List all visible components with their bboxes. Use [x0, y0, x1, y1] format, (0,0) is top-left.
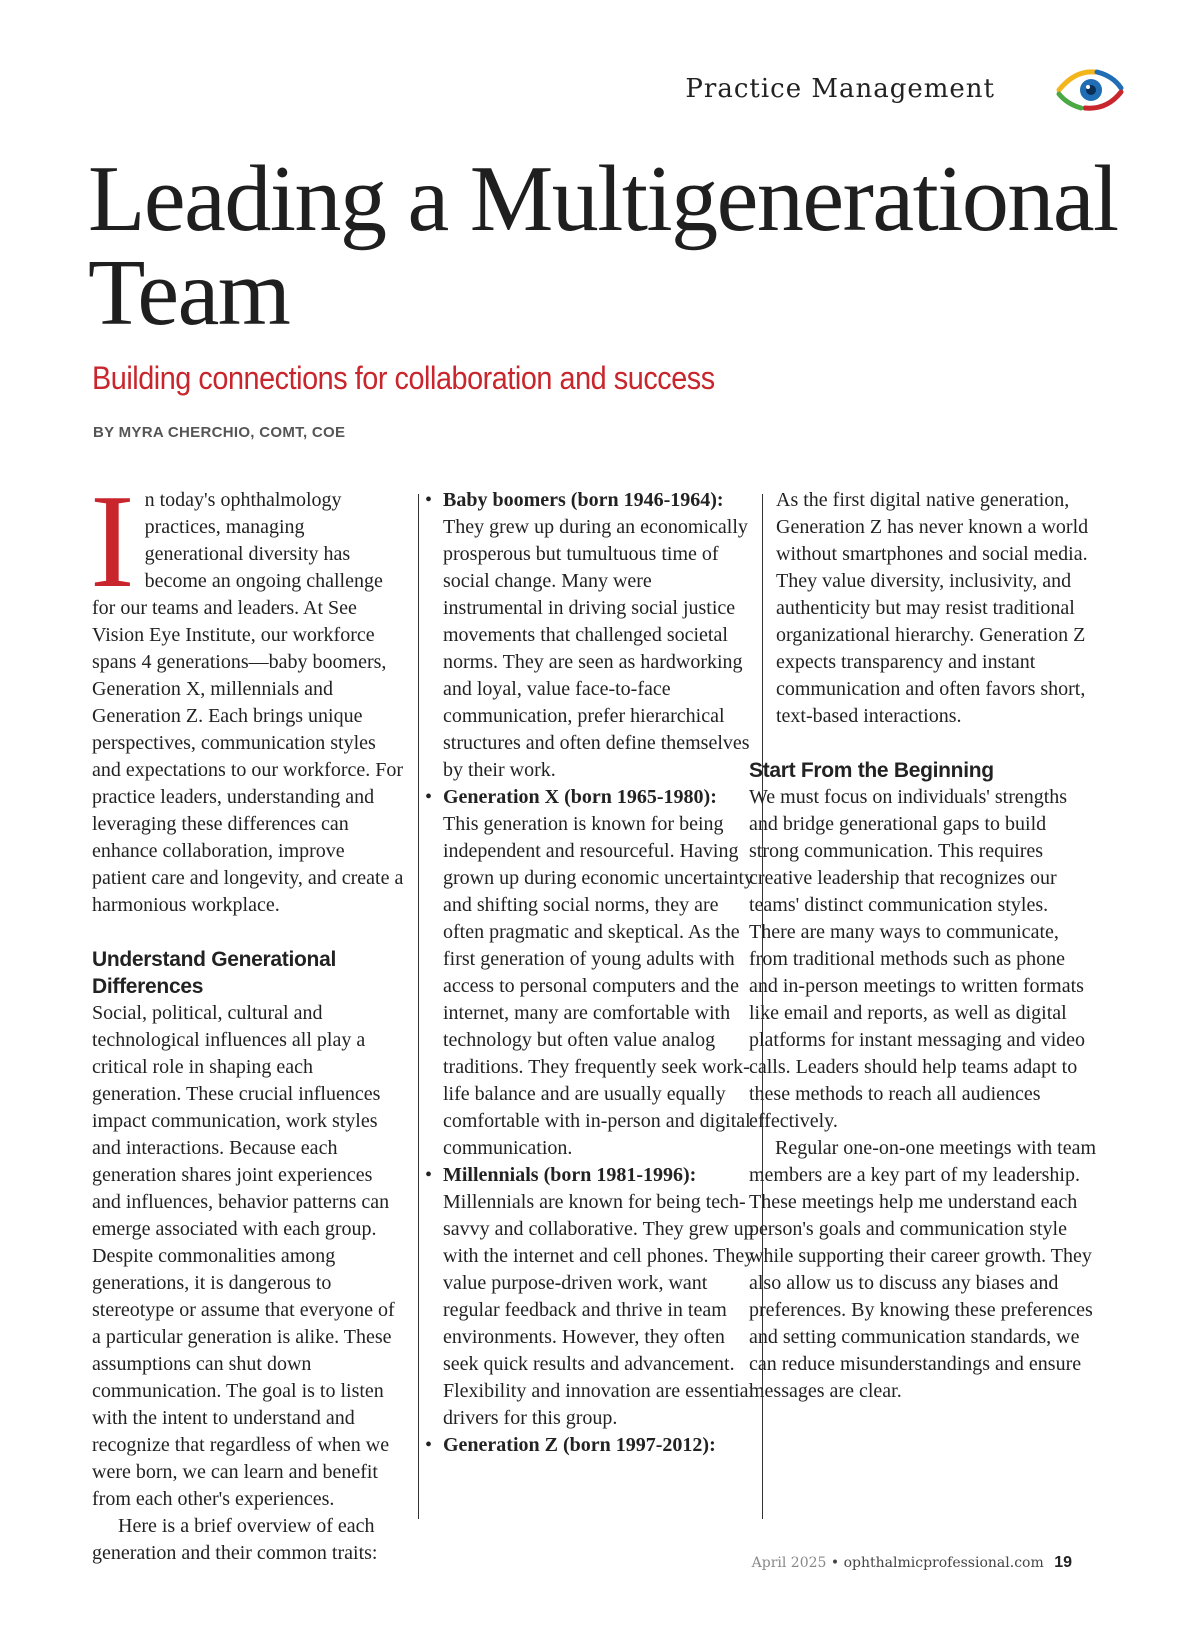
footer-separator: • [830, 1555, 840, 1571]
generation-list [443, 487, 755, 1459]
list-item [443, 1162, 755, 1432]
section-heading: Start From the Beginning [749, 759, 994, 782]
paragraph: Regular one-on-one meetings with team members are a key part of my leadership. These meetings help me understand each person's goals and communication style while supporting their career growth. They also allow us to discuss any biases and preferences. By knowing these preferences and setting communication standards, we can reduce misunderstandings and ensure messages are clear. [749, 1137, 1097, 1402]
issue-date: April 2025 [751, 1555, 827, 1571]
article-title: Leading a Multigenerational Team [88, 147, 1118, 345]
paragraph: We must focus on individuals' strengths and bridge generational gaps to build strong communication. This requires creative leadership that recognizes our teams' distinct communication styles. There are many ways to communicate, from traditional methods such as phone and in-person meetings to written formats like email and reports, as well as digital platforms for instant messaging and video calls. Leaders should help teams adapt to these methods to reach all audiences effectively. [749, 786, 1086, 1132]
list-item [443, 1432, 755, 1459]
intro-paragraph [90, 467, 404, 919]
byline: BY MYRA CHERCHIO, COMT, COE [93, 424, 346, 441]
page-footer [752, 1554, 1072, 1572]
list-item-label: Baby boomers (born 1946-1964): [443, 489, 724, 511]
intro-text: n today's ophthalmology practices, managing generational diversity has become an ongoing challenge for our teams and leaders. At See Vision Eye Institute, our workforce spans 4 generations—baby boomers, Generation X, millennials and Generation Z. Each brings unique perspectives, communication styles and expectations to our workforce. For practice leaders, understanding and leveraging these differences can enhance collaboration, improve patient care and longevity, and create a harmonious workplace. [92, 489, 404, 916]
drop-cap: I [90, 467, 135, 615]
article-subtitle: Building connections for collaboration and success [92, 360, 715, 396]
paragraph: Social, political, cultural and technological influences all play a critical role in shaping each generation. These crucial influences impact communication, work styles and interactions. Because each generation shares joint experiences and influences, behavior patterns can emerge associated with each group. Despite commonalities among generations, it is dangerous to stereotype or assume that everyone of a particular generation is alike. These assumptions can shut down communication. The goal is to listen with the intent to understand and recognize that regardless of when we were born, we can learn and benefit from each other's experiences. [92, 1002, 395, 1510]
list-item-text: This generation is known for being independent and resourceful. Having grown up during economic uncertainty and shifting social norms, they are often pragmatic and skeptical. As the first generation of young adults with access to personal computers and the internet, many are comfortable with technology but often value analog traditions. They frequently seek work-life balance and are usually equally comfortable with in-person and digital communication. [443, 813, 755, 1159]
list-item-text: Millennials are known for being tech-savvy and collaborative. They grew up with the internet and cell phones. They value purpose-driven work, want regular feedback and thrive in team environments. However, they often seek quick results and advancement. Flexibility and innovation are essential drivers for this group. [443, 1191, 755, 1429]
list-item-label: Generation X (born 1965-1980): [443, 786, 717, 808]
list-item-text: They grew up during an economically prosperous but tumultuous time of social change. Many were instrumental in driving social justice movements that challenged societal norms. They are seen as hardworking and loyal, value face-to-face communication, prefer hierarchical structures and often define themselves by their work. [443, 516, 750, 781]
page-number: 19 [1054, 1554, 1072, 1571]
column-1 [90, 467, 404, 1567]
eye-logo-icon [1055, 66, 1125, 114]
list-item [443, 784, 755, 1162]
column-2 [443, 487, 755, 1459]
section-heading: Understand Generational Differences [92, 948, 336, 998]
list-item-label: Millennials (born 1981-1996): [443, 1164, 697, 1186]
column-3 [749, 487, 1097, 1405]
column-divider [418, 494, 419, 1519]
section-label: Practice Management [685, 74, 995, 104]
list-item [443, 487, 755, 784]
paragraph: Here is a brief overview of each generation and their common traits: [92, 1515, 378, 1564]
site-url: ophthalmicprofessional.com [843, 1555, 1044, 1571]
list-item-label: Generation Z (born 1997-2012): [443, 1434, 716, 1456]
paragraph: As the first digital native generation, Generation Z has never known a world without smartphones and social media. They value diversity, inclusivity, and authenticity but may resist traditional organizational hierarchy. Generation Z expects transparency and instant communication and often favors short, text-based interactions. [776, 489, 1089, 727]
